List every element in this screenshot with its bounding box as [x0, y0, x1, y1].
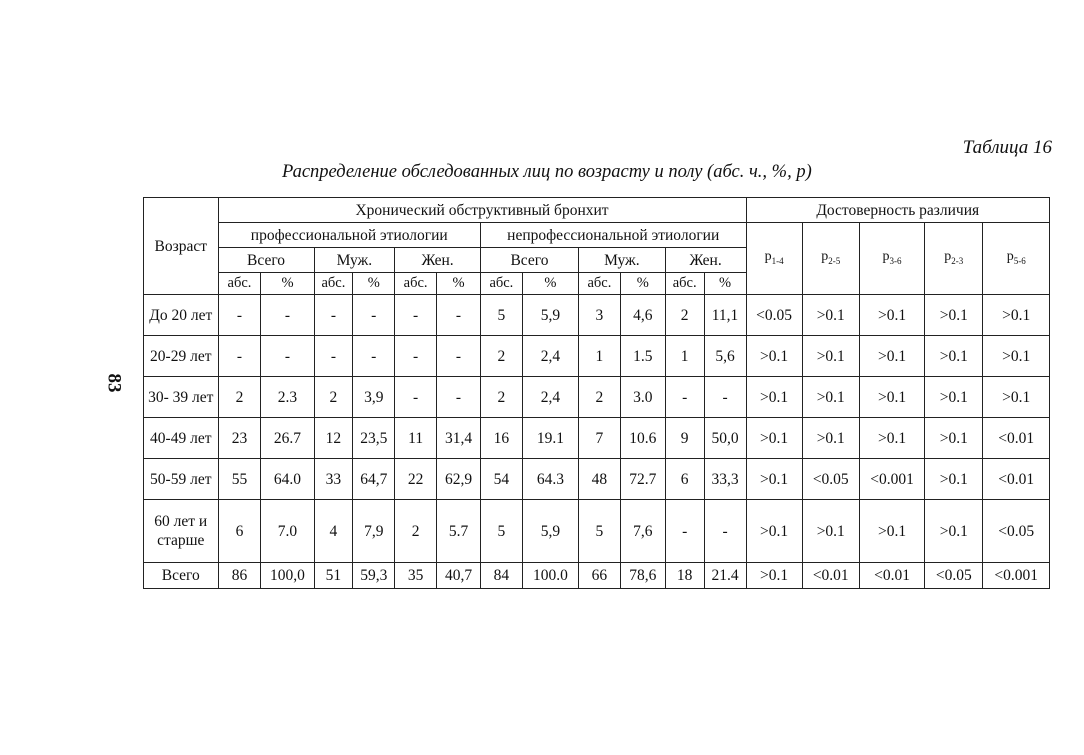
value-cell: 26.7 [261, 418, 314, 459]
pct-header: % [353, 273, 395, 295]
table-row [144, 295, 1050, 336]
value-cell: 2 [395, 500, 437, 563]
value-cell: - [704, 377, 746, 418]
value-cell: 100.0 [522, 563, 578, 589]
table-row [144, 377, 1050, 418]
value-cell: 2 [480, 377, 522, 418]
value-cell: 7.0 [261, 500, 314, 563]
age-cell: 50-59 лет [144, 459, 219, 500]
p-value-cell: >0.1 [925, 295, 983, 336]
value-cell: 33 [314, 459, 353, 500]
p-value-cell: >0.1 [859, 377, 924, 418]
value-cell: 3,9 [353, 377, 395, 418]
value-cell: 4 [314, 500, 353, 563]
value-cell: 21.4 [704, 563, 746, 589]
age-cell: 40-49 лет [144, 418, 219, 459]
subgroup-header: Муж. [314, 248, 395, 273]
value-cell: 3.0 [620, 377, 665, 418]
table-row [144, 459, 1050, 500]
value-cell: - [437, 295, 481, 336]
value-cell: 23 [218, 418, 261, 459]
value-cell: 35 [395, 563, 437, 589]
p-label: $p_{2-3}$ [925, 223, 983, 295]
value-cell: 5,6 [704, 336, 746, 377]
value-cell: 64.0 [261, 459, 314, 500]
p-value-cell: >0.1 [983, 377, 1050, 418]
value-cell: 86 [218, 563, 261, 589]
abs-header: абс. [218, 273, 261, 295]
subgroup-header: Жен. [395, 248, 481, 273]
age-cell: До 20 лет [144, 295, 219, 336]
p-value-cell: <0.05 [802, 459, 859, 500]
value-cell: 6 [218, 500, 261, 563]
value-cell: - [395, 377, 437, 418]
value-cell: 64.3 [522, 459, 578, 500]
value-cell: 5,9 [522, 295, 578, 336]
p-label: $p_{2-5}$ [802, 223, 859, 295]
value-cell: 2 [665, 295, 704, 336]
value-cell: - [704, 500, 746, 563]
value-cell: 100,0 [261, 563, 314, 589]
value-cell: 5.7 [437, 500, 481, 563]
p-value-cell: >0.1 [859, 336, 924, 377]
p-value-cell: >0.1 [859, 418, 924, 459]
abs-header: абс. [395, 273, 437, 295]
value-cell: 62,9 [437, 459, 481, 500]
value-cell: 3 [578, 295, 620, 336]
value-cell: 2 [578, 377, 620, 418]
value-cell: 66 [578, 563, 620, 589]
value-cell: 16 [480, 418, 522, 459]
value-cell: 1 [578, 336, 620, 377]
value-cell: - [437, 377, 481, 418]
p-value-cell: <0.001 [859, 459, 924, 500]
p-value-cell: <0.01 [802, 563, 859, 589]
value-cell: 18 [665, 563, 704, 589]
value-cell: - [353, 336, 395, 377]
value-cell: - [665, 500, 704, 563]
disease-group-header: Хронический обструктивный бронхит [218, 198, 746, 223]
p-value-cell: >0.1 [802, 418, 859, 459]
value-cell: - [437, 336, 481, 377]
abs-header: абс. [578, 273, 620, 295]
p-value-cell: >0.1 [983, 295, 1050, 336]
value-cell: 11,1 [704, 295, 746, 336]
p-value-cell: >0.1 [746, 336, 802, 377]
p-value-cell: <0.05 [925, 563, 983, 589]
value-cell: - [261, 295, 314, 336]
table-row [144, 500, 1050, 563]
table-row [144, 563, 1050, 589]
p-value-cell: >0.1 [746, 459, 802, 500]
pct-header: % [261, 273, 314, 295]
subgroup-header: Всего [218, 248, 314, 273]
value-cell: 5 [578, 500, 620, 563]
p-label: $p_{3-6}$ [859, 223, 924, 295]
value-cell: 7 [578, 418, 620, 459]
significance-header: Достоверность различия [746, 198, 1050, 223]
value-cell: 5,9 [522, 500, 578, 563]
p-value-cell: >0.1 [983, 336, 1050, 377]
value-cell: 22 [395, 459, 437, 500]
value-cell: 19.1 [522, 418, 578, 459]
value-cell: 7,6 [620, 500, 665, 563]
value-cell: - [218, 295, 261, 336]
value-cell: 84 [480, 563, 522, 589]
value-cell: - [314, 295, 353, 336]
p-label: $p_{1-4}$ [746, 223, 802, 295]
p-value-cell: >0.1 [746, 563, 802, 589]
p-value-cell: >0.1 [746, 500, 802, 563]
value-cell: 78,6 [620, 563, 665, 589]
p-value-cell: >0.1 [925, 459, 983, 500]
value-cell: - [665, 377, 704, 418]
value-cell: 10.6 [620, 418, 665, 459]
value-cell: 72.7 [620, 459, 665, 500]
p-value-cell: >0.1 [925, 418, 983, 459]
value-cell: 2 [314, 377, 353, 418]
subgroup-header: Муж. [578, 248, 665, 273]
abs-header: абс. [480, 273, 522, 295]
value-cell: 4,6 [620, 295, 665, 336]
value-cell: 7,9 [353, 500, 395, 563]
table-row [144, 336, 1050, 377]
value-cell: 2 [218, 377, 261, 418]
pct-header: % [437, 273, 481, 295]
value-cell: 9 [665, 418, 704, 459]
table-number: Таблица 16 [962, 137, 1052, 158]
value-cell: 64,7 [353, 459, 395, 500]
p-value-cell: >0.1 [802, 500, 859, 563]
abs-header: абс. [314, 273, 353, 295]
page-number: 83 [103, 373, 125, 393]
table-row [144, 418, 1050, 459]
table-caption: Распределение обследованных лиц по возрасту и полу (абс. ч., %, р) [282, 162, 812, 182]
value-cell: - [314, 336, 353, 377]
nonprofessional-etiology-header: непрофессиональной этиологии [480, 223, 746, 248]
p-value-cell: >0.1 [802, 295, 859, 336]
value-cell: 2.3 [261, 377, 314, 418]
p-value-cell: >0.1 [746, 377, 802, 418]
p-value-cell: <0.01 [983, 418, 1050, 459]
pct-header: % [620, 273, 665, 295]
value-cell: - [261, 336, 314, 377]
subgroup-header: Жен. [665, 248, 746, 273]
p-value-cell: >0.1 [859, 295, 924, 336]
value-cell: 23,5 [353, 418, 395, 459]
value-cell: 51 [314, 563, 353, 589]
value-cell: 1 [665, 336, 704, 377]
value-cell: 33,3 [704, 459, 746, 500]
p-value-cell: >0.1 [925, 377, 983, 418]
value-cell: 48 [578, 459, 620, 500]
age-header: Возраст [144, 198, 219, 295]
age-cell: Всего [144, 563, 219, 589]
p-value-cell: <0.01 [983, 459, 1050, 500]
value-cell: - [353, 295, 395, 336]
p-value-cell: >0.1 [802, 336, 859, 377]
age-cell: 30- 39 лет [144, 377, 219, 418]
value-cell: 50,0 [704, 418, 746, 459]
value-cell: 2 [480, 336, 522, 377]
age-cell: 20-29 лет [144, 336, 219, 377]
p-value-cell: <0.001 [983, 563, 1050, 589]
p-value-cell: <0.05 [983, 500, 1050, 563]
value-cell: 1.5 [620, 336, 665, 377]
value-cell: 2,4 [522, 336, 578, 377]
pct-header: % [704, 273, 746, 295]
value-cell: - [395, 336, 437, 377]
p-value-cell: >0.1 [925, 336, 983, 377]
value-cell: 5 [480, 295, 522, 336]
p-value-cell: >0.1 [859, 500, 924, 563]
p-value-cell: <0.01 [859, 563, 924, 589]
value-cell: 6 [665, 459, 704, 500]
p-value-cell: >0.1 [746, 418, 802, 459]
table-body [144, 295, 1050, 589]
value-cell: 11 [395, 418, 437, 459]
abs-header: абс. [665, 273, 704, 295]
value-cell: - [395, 295, 437, 336]
age-sex-distribution-table [143, 197, 1050, 589]
subgroup-header: Всего [480, 248, 578, 273]
p-label: $p_{5-6}$ [983, 223, 1050, 295]
value-cell: 54 [480, 459, 522, 500]
value-cell: 2,4 [522, 377, 578, 418]
value-cell: 55 [218, 459, 261, 500]
p-value-cell: >0.1 [925, 500, 983, 563]
value-cell: 40,7 [437, 563, 481, 589]
value-cell: - [218, 336, 261, 377]
p-value-cell: >0.1 [802, 377, 859, 418]
p-value-cell: <0.05 [746, 295, 802, 336]
value-cell: 12 [314, 418, 353, 459]
pct-header: % [522, 273, 578, 295]
value-cell: 59,3 [353, 563, 395, 589]
professional-etiology-header: профессиональной этиологии [218, 223, 480, 248]
value-cell: 5 [480, 500, 522, 563]
age-cell: 60 лет и старше [144, 500, 219, 563]
value-cell: 31,4 [437, 418, 481, 459]
